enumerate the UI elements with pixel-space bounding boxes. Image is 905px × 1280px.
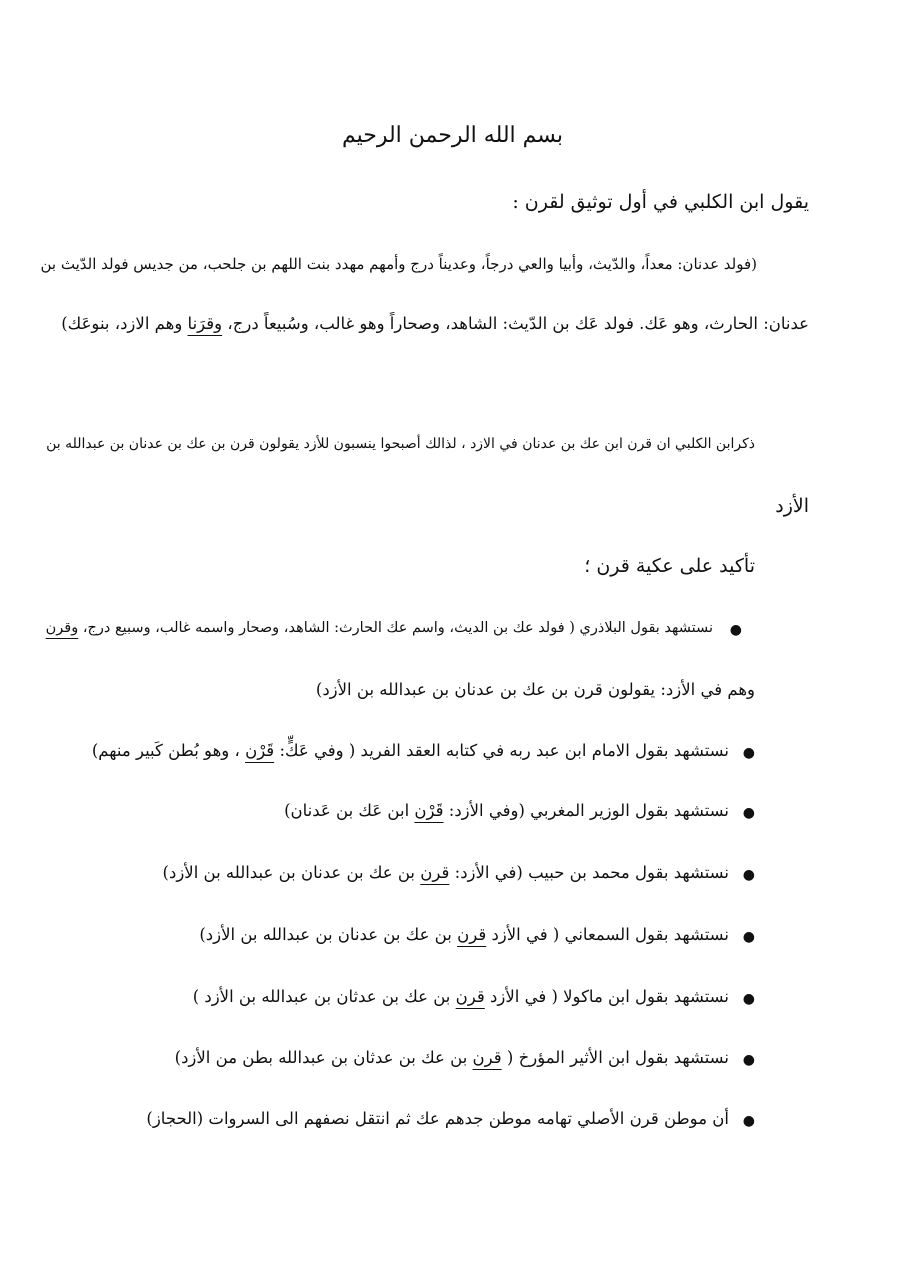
bullet-item-8-text: أن موطن قرن الأصلي تهامه موطن جدهم عك ثم انتقل نصفهم الى السروات (الحجاز) bbox=[146, 1109, 729, 1128]
bullet-dot: ● bbox=[729, 622, 742, 638]
bullet-dot: ● bbox=[742, 1113, 755, 1129]
bullet-dot: ● bbox=[742, 991, 755, 1007]
bullet-item-1-text-before: نستشهد بقول البلاذري ( فولد عك بن الديث، واسم عك الحارث: الشاهد، وصحار واسمه غالب، وسبيع درج، bbox=[82, 620, 713, 636]
bullet-item-6 bbox=[193, 983, 729, 1011]
intro-line: يقول ابن الكلبي في أول توثيق لقرن : bbox=[512, 191, 809, 213]
bullet-item-4 bbox=[163, 859, 729, 887]
bullet-item-3-text-after: ابن عَك بن عَدنان) bbox=[284, 801, 410, 820]
page-title: بسم الله الرحمن الرحيم bbox=[341, 123, 564, 148]
bullet-item-4-text-before: نستشهد بقول محمد بن حبيب (في الأزد: bbox=[454, 863, 729, 882]
bullet-item-3-text-before: نستشهد بقول الوزير المغربي (وفي الأزد: bbox=[448, 801, 729, 820]
bullet-item-2-text-before: نستشهد بقول الامام ابن عبد ربه في كتابه العقد الفريد ( وفي عَكٍّ: bbox=[279, 741, 729, 760]
paragraph-line-1: ذكرابن الكلبي ان قرن ابن عك بن عدنان في الازد ، لذالك أصبحوا ينسبون للأزد يقولون قرن بن عك بن عدنان بن عبدالله بن bbox=[46, 436, 755, 452]
bullet-dot: ● bbox=[742, 745, 755, 761]
bullet-dot: ● bbox=[742, 867, 755, 883]
bullet-item-8 bbox=[146, 1105, 729, 1133]
bullet-item-2-text-after: ، وهو بُطن كَبير منهم) bbox=[91, 741, 240, 760]
bullet-item-5 bbox=[199, 921, 729, 949]
bullet-dot: ● bbox=[742, 805, 755, 821]
section-heading: تأكيد على عكية قرن ؛ bbox=[584, 555, 755, 577]
bullet-item-1-underlined: وقرن bbox=[45, 620, 79, 636]
bullet-item-7 bbox=[175, 1044, 729, 1072]
bullet-dot: ● bbox=[742, 929, 755, 945]
bullet-item-5-underlined: قرن bbox=[457, 925, 487, 944]
quote-underlined-qarn: وقرَنا bbox=[187, 314, 223, 333]
bullet-item-1-continuation: وهم في الأزد: يقولون قرن بن عك بن عدنان بن عبدالله بن الأزد) bbox=[315, 680, 755, 699]
quote-line-2 bbox=[61, 310, 809, 338]
quote-line-2-text-before: عدنان: الحارث، وهو عَك. فولد عَك بن الدّيث: الشاهد، وصحاراً وهو غالب، وسُبيعاً درج، bbox=[227, 314, 809, 333]
bullet-item-3-underlined: قَرْن bbox=[414, 801, 444, 820]
bullet-item-7-text-after: بن عك بن عدثان بن عبدالله بطن من الأزد) bbox=[174, 1048, 468, 1067]
bullet-item-5-text-after: بن عك بن عدنان بن عبدالله بن الأزد) bbox=[199, 925, 452, 944]
bullet-item-2-underlined: قَرْن bbox=[245, 741, 275, 760]
bullet-item-2 bbox=[92, 737, 729, 765]
bullet-item-7-underlined: قرن bbox=[472, 1048, 502, 1067]
bullet-item-6-underlined: قرن bbox=[455, 987, 485, 1006]
bullet-item-4-underlined: قرن bbox=[420, 863, 450, 882]
bullet-item-3 bbox=[284, 797, 729, 825]
bullet-item-4-text-after: بن عك بن عدنان بن عبدالله بن الأزد) bbox=[162, 863, 416, 882]
bullet-item-7-text-before: نستشهد بقول ابن الأثير المؤرخ ( bbox=[506, 1048, 729, 1067]
bullet-item-1 bbox=[46, 614, 713, 642]
bullet-dot: ● bbox=[742, 1052, 755, 1068]
bullet-item-6-text-after: بن عك بن عدثان بن عبدالله بن الأزد ) bbox=[192, 987, 451, 1006]
quote-line-1: (فولد عدنان: معداً، والدّيث، وأبيا والعي درجاً، وعديناً درج وأمهم مهدد بنت اللهم بن جلحب، من جديس فولد الدّيث بن bbox=[40, 255, 757, 273]
quote-line-2-text-after: وهم الازد، بنوعَك) bbox=[61, 314, 183, 333]
paragraph-line-2: الأزد bbox=[775, 495, 809, 517]
bullet-item-5-text-before: نستشهد بقول السمعاني ( في الأزد bbox=[491, 925, 729, 944]
bullet-item-6-text-before: نستشهد بقول ابن ماكولا ( في الأزد bbox=[490, 987, 729, 1006]
